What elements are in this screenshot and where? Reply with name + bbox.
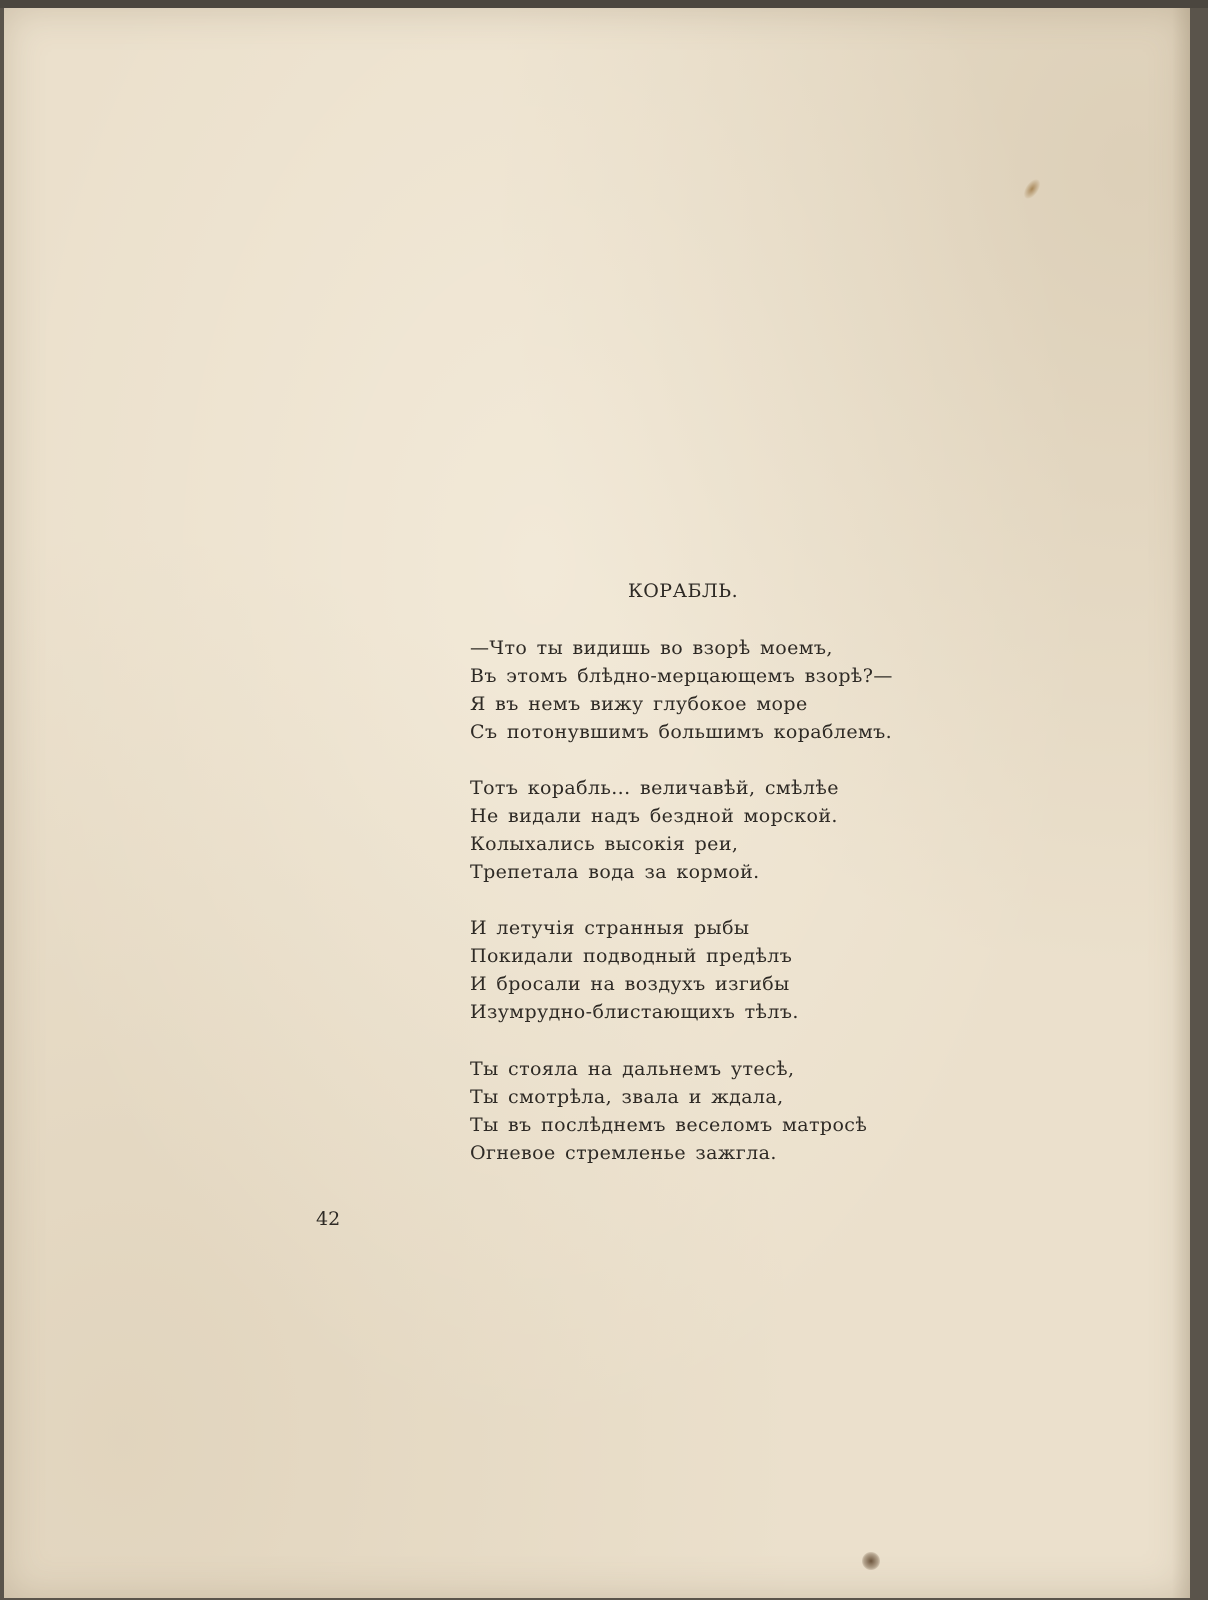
poem-line: —Что ты видишь во взорѣ моемъ, bbox=[470, 637, 833, 659]
stanza bbox=[470, 914, 799, 1026]
poem-title: КОРАБЛЬ. bbox=[628, 580, 739, 602]
poem-line: Съ потонувшимъ большимъ кораблемъ. bbox=[470, 721, 893, 743]
poem-line: Тотъ корабль... величавѣй, смѣлѣе bbox=[470, 777, 839, 799]
poem-line: Не видали надъ бездной морской. bbox=[470, 805, 838, 827]
poem-line: Трепетала вода за кормой. bbox=[470, 861, 760, 883]
poem-line: Въ этомъ блѣдно-мерцающемъ взорѣ?— bbox=[470, 665, 893, 687]
poem-line: И бросали на воздухъ изгибы bbox=[470, 973, 790, 995]
poem-line: Покидали подводный предѣлъ bbox=[470, 945, 793, 967]
stanza bbox=[470, 634, 893, 746]
poem-line: Колыхались высокія реи, bbox=[470, 833, 739, 855]
poem-line: Я въ немъ вижу глубокое море bbox=[470, 693, 808, 715]
poem-line: Ты стояла на дальнемъ утесѣ, bbox=[470, 1058, 795, 1080]
poem-line: Ты въ послѣднемъ веселомъ матросѣ bbox=[470, 1114, 868, 1136]
poem-line: Изумрудно-блистающихъ тѣлъ. bbox=[470, 1001, 799, 1023]
stanza bbox=[470, 1055, 867, 1167]
page-number: 42 bbox=[316, 1208, 341, 1230]
poem-line: И летучія странныя рыбы bbox=[470, 917, 750, 939]
stanza bbox=[470, 774, 839, 886]
poem-line: Огневое стремленье зажгла. bbox=[470, 1142, 777, 1164]
poem-line: Ты смотрѣла, звала и ждала, bbox=[470, 1086, 784, 1108]
